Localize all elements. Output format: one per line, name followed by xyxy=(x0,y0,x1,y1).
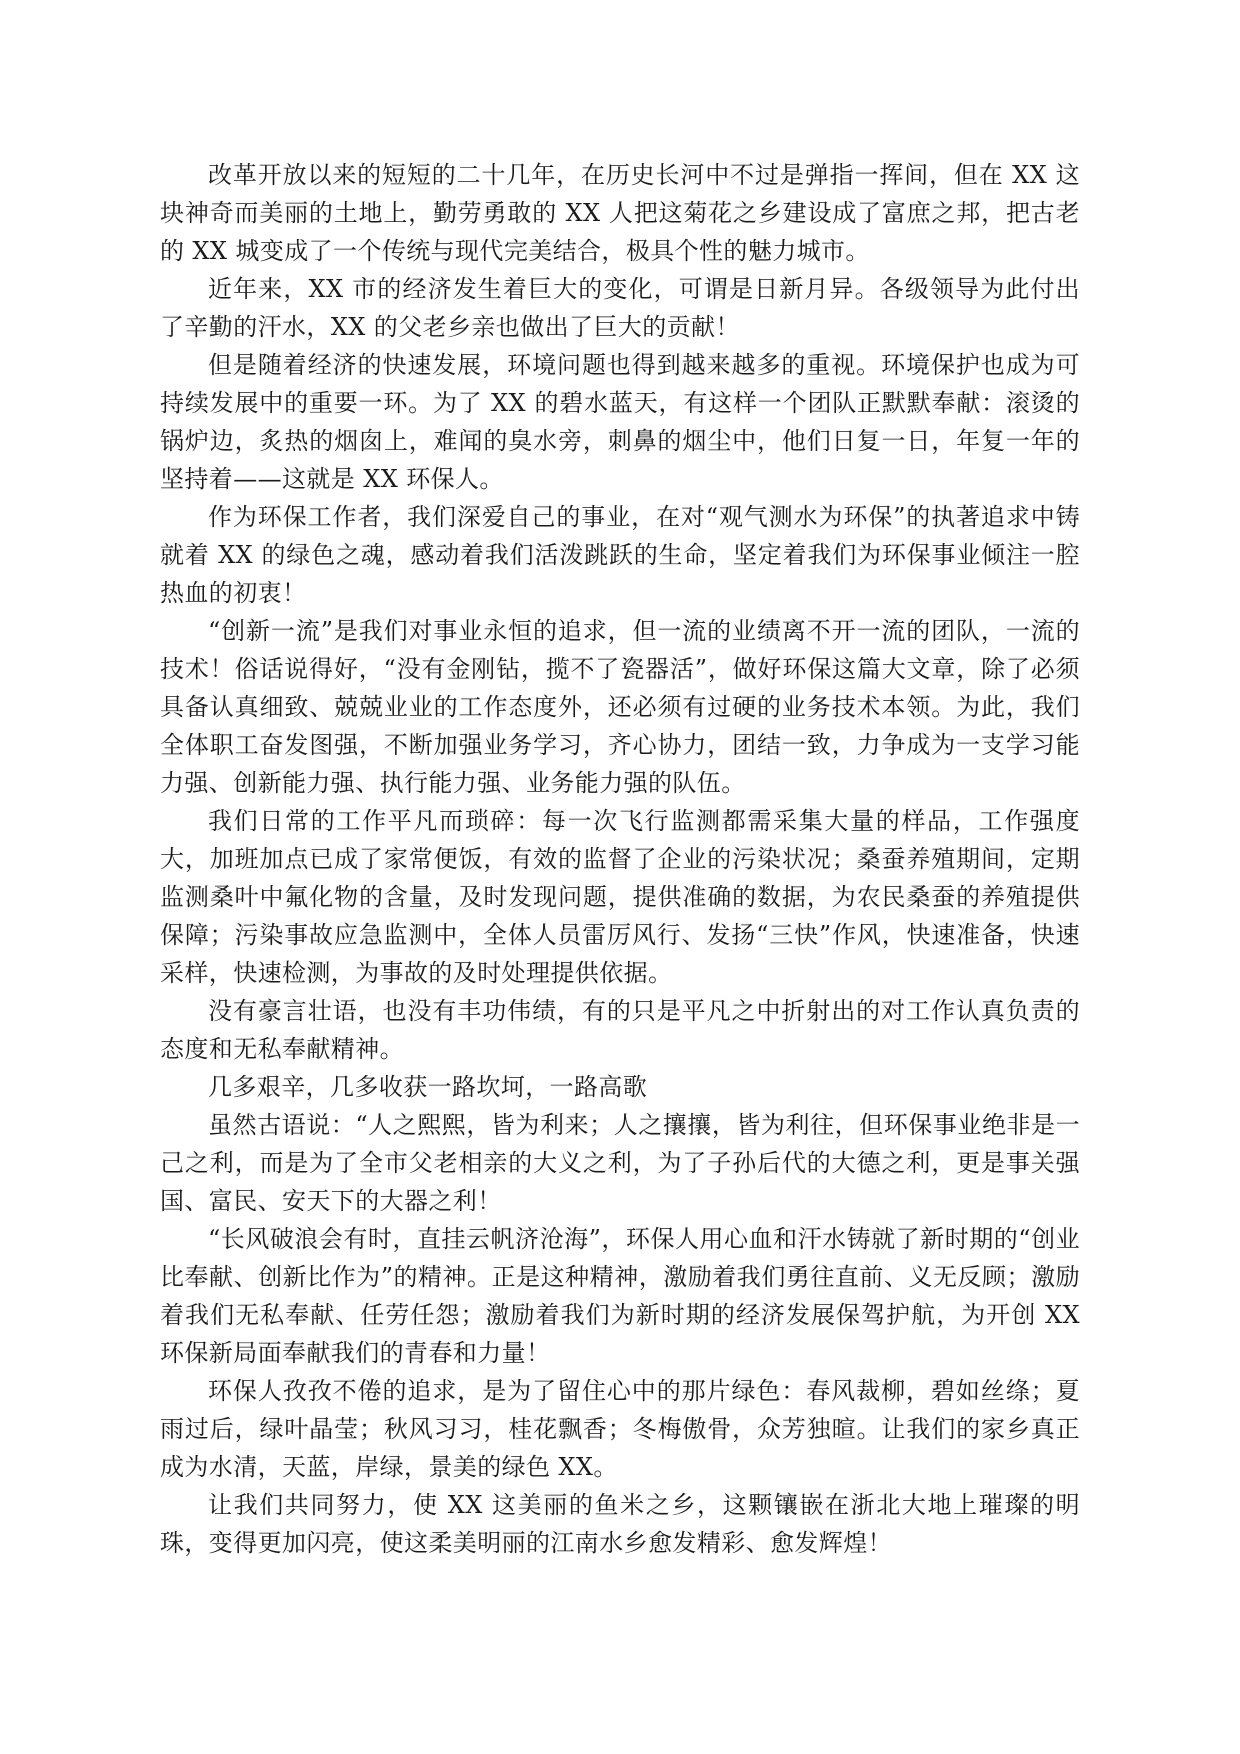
paragraph-11: 环保人孜孜不倦的追求，是为了留住心中的那片绿色：春风裁柳，碧如丝绦；夏雨过后，绿叶晶莹；秋风习习，桂花飘香；冬梅傲骨，众芳独暄。让我们的家乡真正成为水清，天蓝，岸绿，景美的绿色 XX。 xyxy=(160,1377,1080,1481)
paragraph-12: 让我们共同努力，使 XX 这美丽的鱼米之乡，这颗镶嵌在浙北大地上璀璨的明珠，变得更加闪亮，使这柔美明丽的江南水乡愈发精彩、愈发辉煌！ xyxy=(160,1491,1080,1557)
document-body xyxy=(160,156,1080,1562)
paragraph-6: 我们日常的工作平凡而琐碎：每一次飞行监测都需采集大量的样品，工作强度大，加班加点已成了家常便饭，有效的监督了企业的污染状况；桑蚕养殖期间，定期监测桑叶中氟化物的含量，及时发现问题，提供准确的数据，为农民桑蚕的养殖提供保障；污染事故应急监测中，全体人员雷厉风行、发扬“三快”作风，快速准备，快速采样，快速检测，为事故的及时处理提供依据。 xyxy=(160,807,1080,987)
paragraph-10: “长风破浪会有时，直挂云帆济沧海”，环保人用心血和汗水铸就了新时期的“创业比奉献、创新比作为”的精神。正是这种精神，激励着我们勇往直前、义无反顾；激励着我们无私奉献、任劳任怨；激励着我们为新时期的经济发展保驾护航，为开创 XX 环保新局面奉献我们的青春和力量！ xyxy=(160,1225,1080,1367)
paragraph-8: 几多艰辛，几多收获一路坎坷，一路高歌 xyxy=(208,1073,648,1101)
paragraph-3: 但是随着经济的快速发展，环境问题也得到越来越多的重视。环境保护也成为可持续发展中的重要一环。为了 XX 的碧水蓝天，有这样一个团队正默默奉献：滚烫的锅炉边，炙热的烟囱上，难闻的臭水旁，刺鼻的烟尘中，他们日复一日，年复一年的坚持着——这就是 XX 环保人。 xyxy=(160,351,1080,493)
paragraph-9: 虽然古语说：“人之熙熙，皆为利来；人之攘攘，皆为利往，但环保事业绝非是一己之利，而是为了全市父老相亲的大义之利，为了子孙后代的大德之利，更是事关强国、富民、安天下的大器之利！ xyxy=(160,1111,1080,1215)
paragraph-4: 作为环保工作者，我们深爱自己的事业，在对“观气测水为环保”的执著追求中铸就着 XX 的绿色之魂，感动着我们活泼跳跃的生命，坚定着我们为环保事业倾注一腔热血的初衷！ xyxy=(160,503,1080,607)
paragraph-2: 近年来，XX 市的经济发生着巨大的变化，可谓是日新月异。各级领导为此付出了辛勤的汗水，XX 的父老乡亲也做出了巨大的贡献！ xyxy=(160,275,1080,341)
paragraph-7: 没有豪言壮语，也没有丰功伟绩，有的只是平凡之中折射出的对工作认真负责的态度和无私奉献精神。 xyxy=(160,997,1080,1063)
paragraph-1: 改革开放以来的短短的二十几年，在历史长河中不过是弹指一挥间，但在 XX 这块神奇而美丽的土地上，勤劳勇敢的 XX 人把这菊花之乡建设成了富庶之邦，把古老的 XX 城变成了一个传统与现代完美结合，极具个性的魅力城市。 xyxy=(160,161,1080,265)
paragraph-5: “创新一流”是我们对事业永恒的追求，但一流的业绩离不开一流的团队，一流的技术！俗话说得好，“没有金刚钻，揽不了瓷器活”，做好环保这篇大文章，除了必须具备认真细致、兢兢业业的工作态度外，还必须有过硬的业务技术本领。为此，我们全体职工奋发图强，不断加强业务学习，齐心协力，团结一致，力争成为一支学习能力强、创新能力强、执行能力强、业务能力强的队伍。 xyxy=(160,617,1080,797)
